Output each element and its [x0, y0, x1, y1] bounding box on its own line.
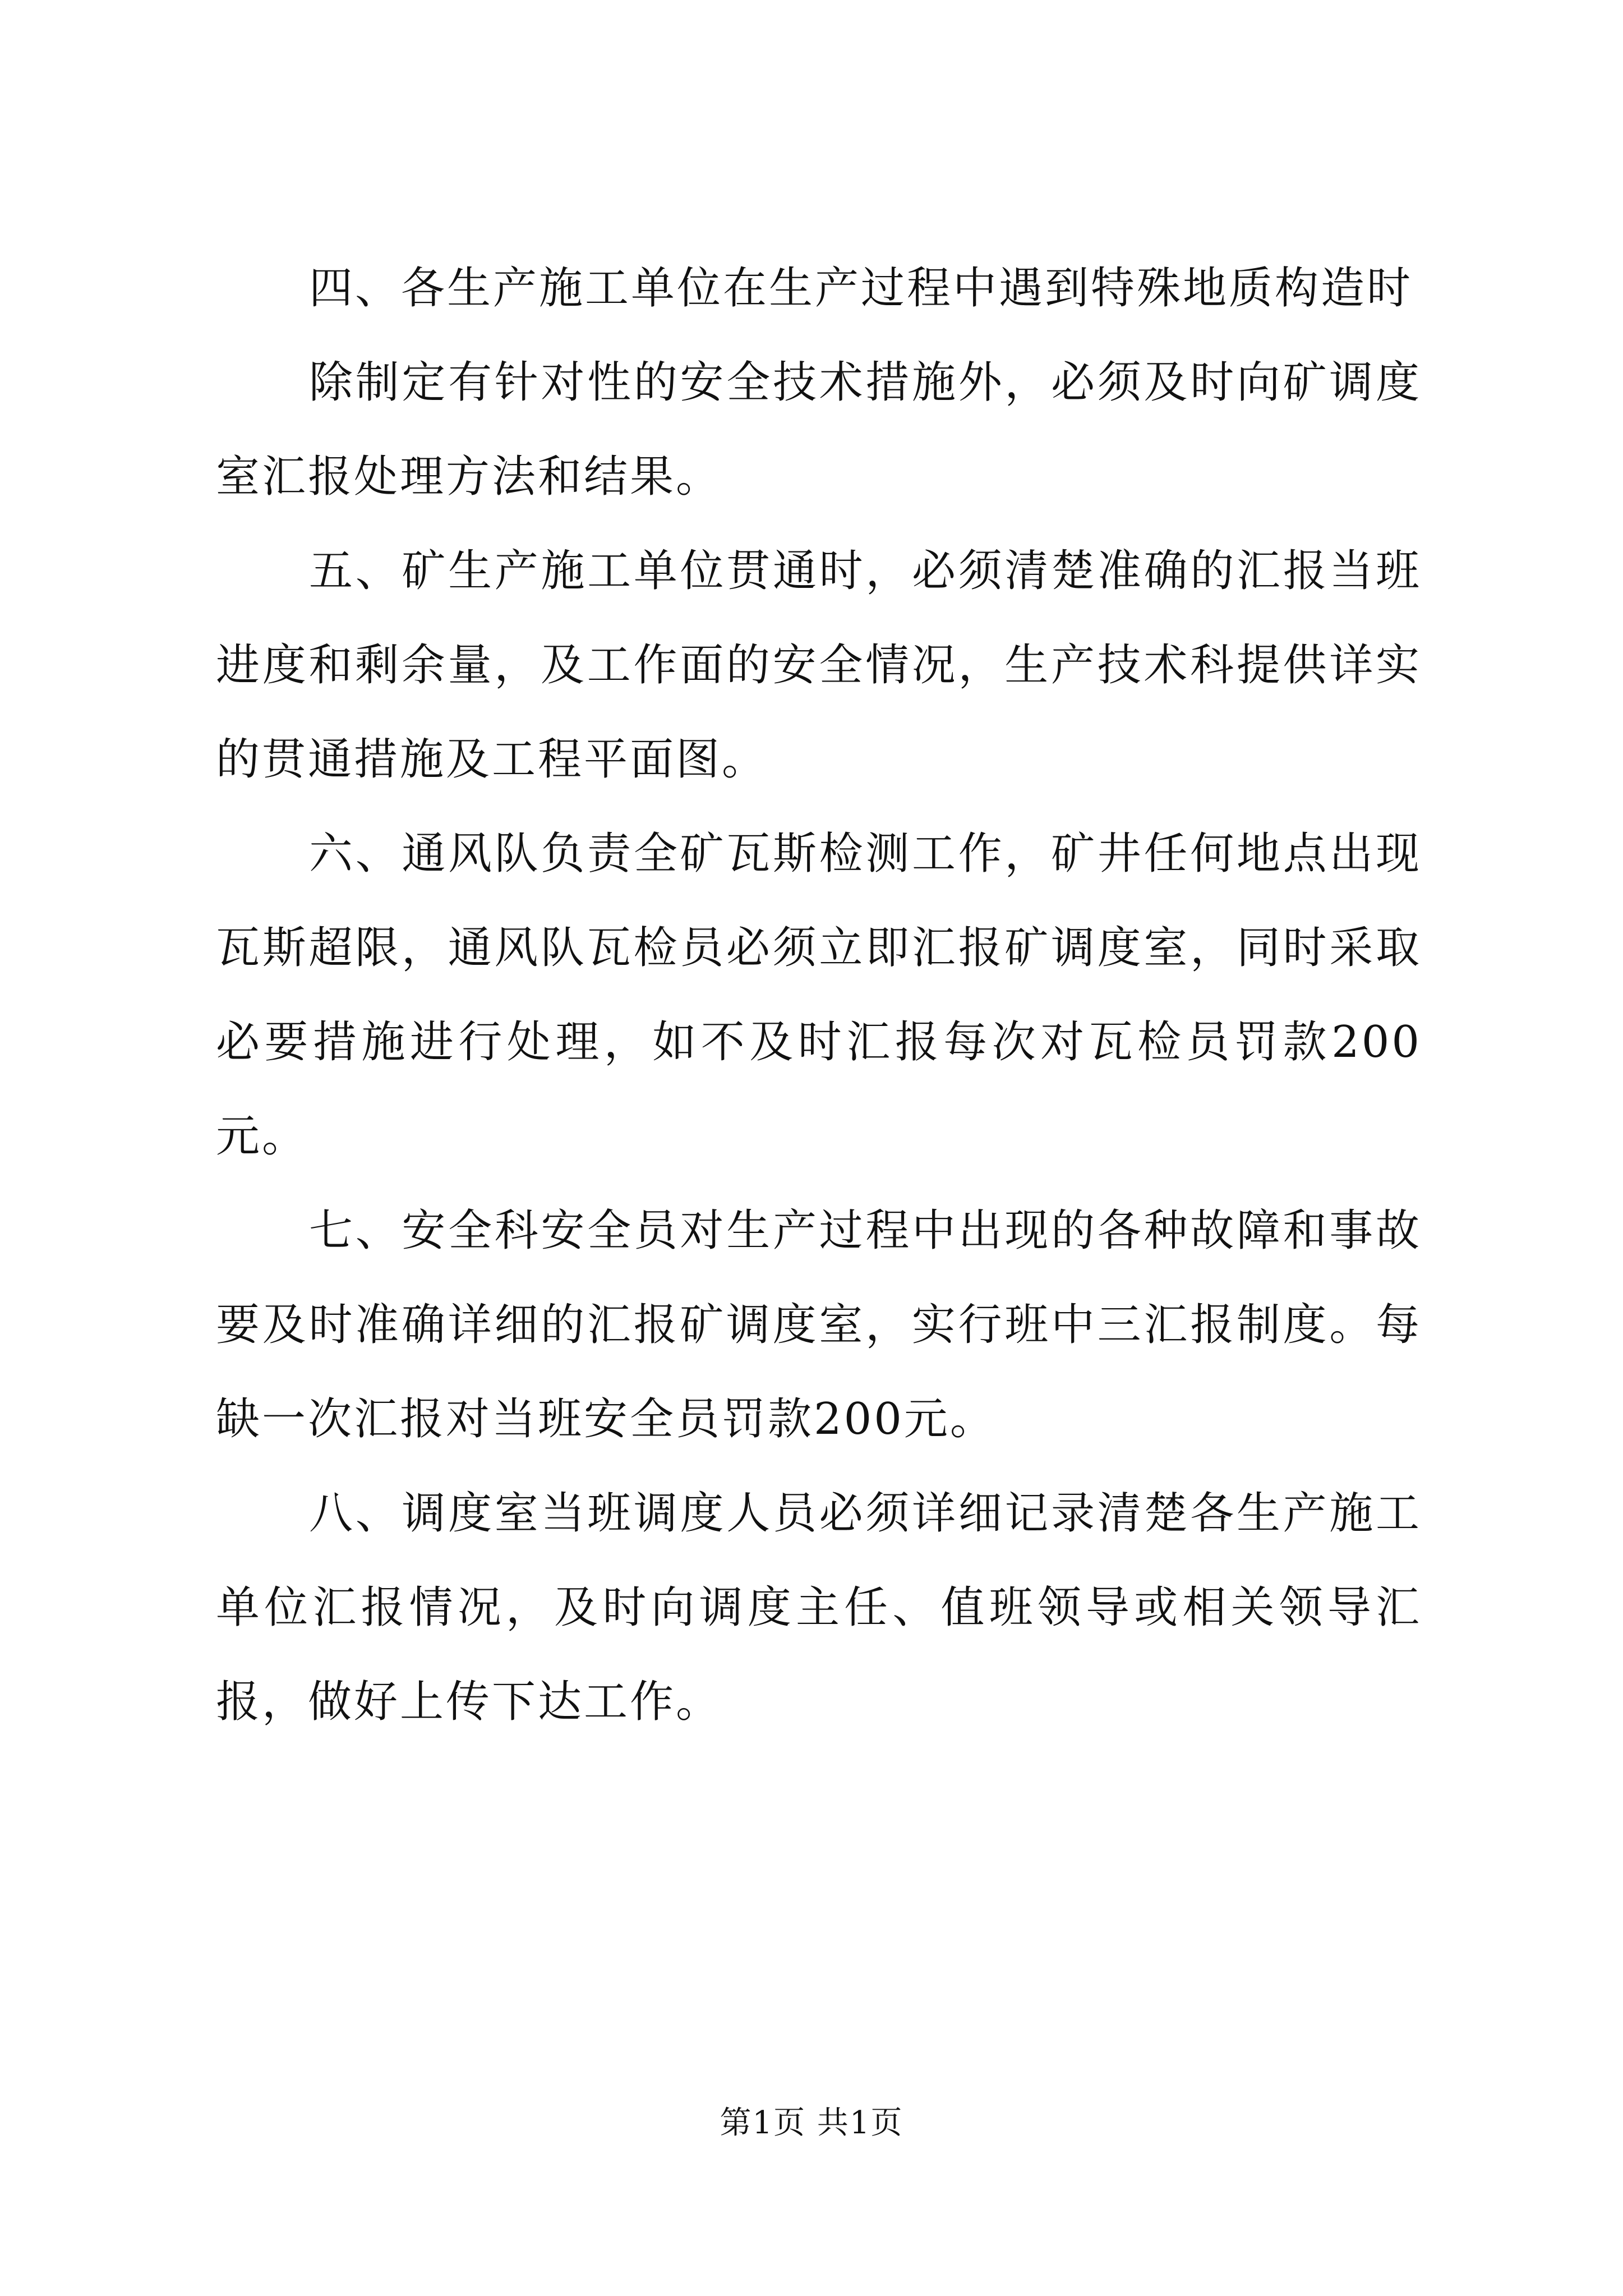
paragraph-item-4: 四、各生产施工单位在生产过程中遇到特殊地质构造时 — [309, 263, 1413, 314]
page-number-footer: 第1页 共1页 — [720, 2105, 903, 2141]
paragraph-item-5: 五、矿生产施工单位贯通时，必须清楚准确的汇报当班进度和剩余量，及工作面的安全情况，生产技术科提供详实的贯通措施及工程平面图。 — [216, 546, 1422, 785]
document-body — [216, 241, 1422, 1749]
paragraph-item-6: 六、通风队负责全矿瓦斯检测工作，矿井任何地点出现瓦斯超限，通风队瓦检员必须立即汇报矿调度室，同时采取必要措施进行处理，如不及时汇报每次对瓦检员罚款200元。 — [216, 829, 1422, 1162]
paragraph-item-4-continued: 除制定有针对性的安全技术措施外，必须及时向矿调度室汇报处理方法和结果。 — [216, 357, 1422, 502]
paragraph-item-7: 七、安全科安全员对生产过程中出现的各种故障和事故要及时准确详细的汇报矿调度室，实行班中三汇报制度。每缺一次汇报对当班安全员罚款200元。 — [216, 1205, 1422, 1444]
paragraph-item-8: 八、调度室当班调度人员必须详细记录清楚各生产施工单位汇报情况，及时向调度主任、值班领导或相关领导汇报，做好上传下达工作。 — [216, 1488, 1422, 1727]
